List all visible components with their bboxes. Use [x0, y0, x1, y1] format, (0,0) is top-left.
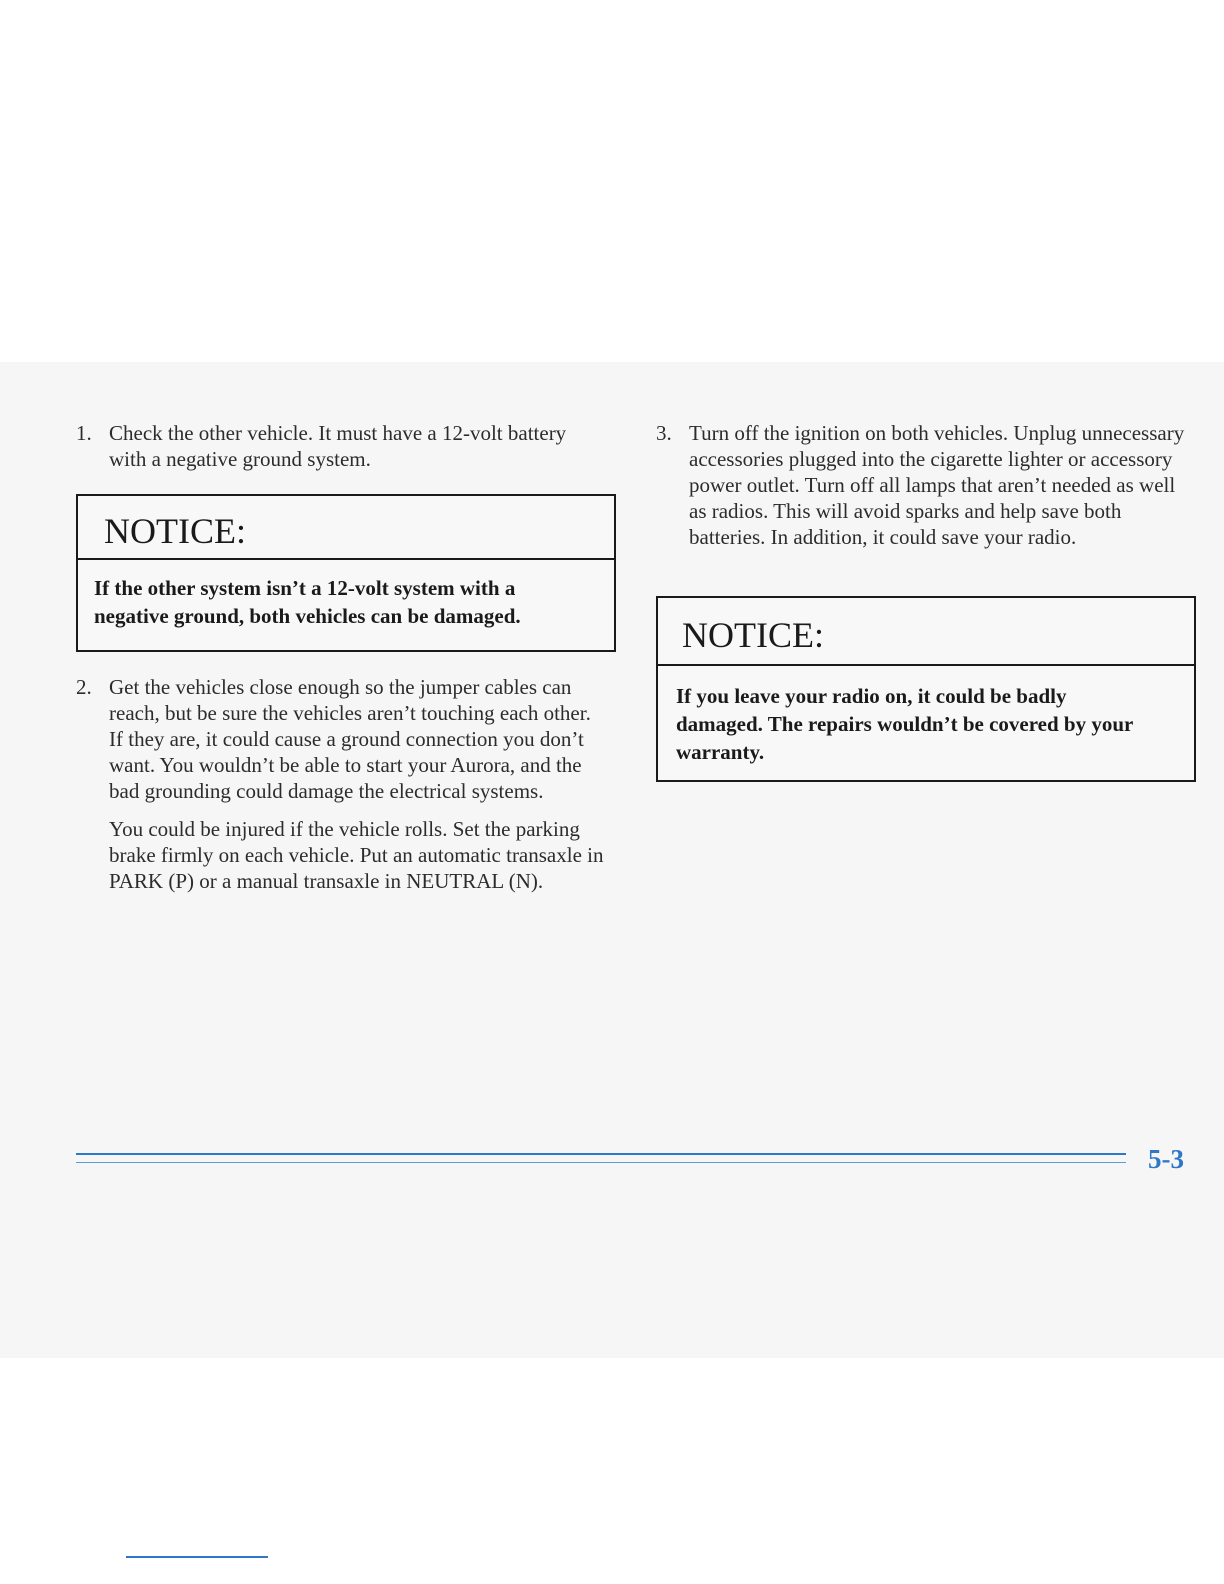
step-3-number: 3. [656, 421, 672, 445]
step-1 [76, 420, 576, 472]
notice-box-2 [656, 596, 1196, 782]
step-1-text: Check the other vehicle. It must have a 12-volt battery with a negative ground system. [109, 421, 567, 471]
footer-rule-top [76, 1153, 1126, 1155]
notice-1-heading: NOTICE: [78, 496, 614, 560]
step-2 [76, 674, 604, 894]
bottom-accent-rule [126, 1556, 268, 1558]
notice-2-body: If you leave your radio on, it could be badly damaged. The repairs wouldn’t be covered by your warranty. [676, 684, 1133, 764]
page-number: 5-3 [1148, 1144, 1184, 1174]
footer-rule-bottom [76, 1162, 1126, 1163]
notice-2-heading: NOTICE: [658, 598, 1194, 666]
notice-box-1 [76, 494, 616, 652]
step-3 [656, 420, 1188, 550]
step-2-number: 2. [76, 675, 92, 699]
step-3-text: Turn off the ignition on both vehicles. Unplug unnecessary accessories plugged into the cigarette lighter or accessory power outlet. Turn off all lamps that aren’t needed as well as radios. This will avoid sparks and help save both batteries. In addition, it could save your radio. [689, 421, 1185, 549]
notice-1-body: If the other system isn’t a 12-volt system with a negative ground, both vehicles can be damaged. [94, 576, 521, 628]
step-1-number: 1. [76, 421, 92, 445]
step-2-text: Get the vehicles close enough so the jumper cables can reach, but be sure the vehicles aren’t touching each other. If they are, it could cause a ground connection you don’t want. You wouldn’t be able to start your Aurora, and the bad grounding could damage the electrical systems. [109, 675, 591, 803]
step-2-text-continued: You could be injured if the vehicle rolls. Set the parking brake firmly on each vehicle. Put an automatic transaxle in PARK (P) or a manual transaxle in NEUTRAL (N). [109, 817, 604, 893]
